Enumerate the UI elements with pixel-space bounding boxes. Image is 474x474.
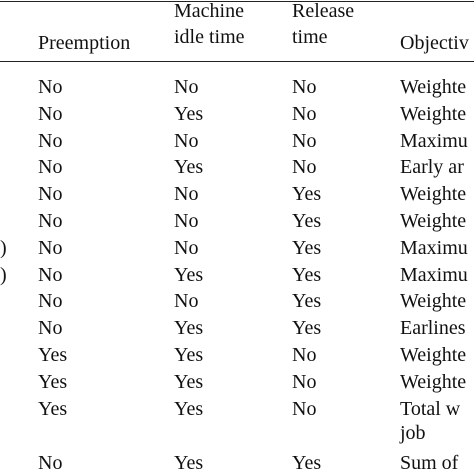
table-row: [0, 76, 474, 102]
cell-release-time: No: [292, 129, 317, 152]
table-row: [0, 371, 474, 397]
cell-objective: Sum of: [400, 452, 459, 474]
cell-prefix: ): [0, 236, 7, 259]
cell-objective: Weighte: [400, 344, 467, 366]
cell-idle-time: Yes: [174, 102, 204, 125]
cell-preemption: No: [38, 236, 63, 259]
cell-idle-time: No: [174, 129, 199, 152]
cell-idle-time: Yes: [174, 344, 204, 366]
cell-idle-time: Yes: [174, 263, 204, 286]
cell-release-time: No: [292, 76, 317, 98]
cell-preemption: No: [38, 156, 63, 179]
cell-release-time: No: [292, 102, 317, 125]
cell-idle-time: Yes: [174, 156, 204, 179]
table-row: [0, 103, 474, 129]
cell-release-time: Yes: [292, 452, 322, 474]
table-row: [0, 397, 474, 444]
cell-idle-time: No: [174, 236, 199, 259]
cell-idle-time: No: [174, 76, 199, 98]
header-objective: Objectiv: [400, 32, 469, 54]
cell-preemption: No: [38, 76, 63, 98]
cell-objective: Maximu: [400, 236, 468, 259]
table-row: [0, 183, 474, 209]
cell-idle-time: No: [174, 290, 199, 313]
cell-preemption: No: [38, 102, 63, 125]
cell-release-time: No: [292, 370, 317, 393]
cell-preemption: Yes: [38, 397, 68, 420]
cell-release-time: Yes: [292, 183, 322, 206]
cell-idle-time: Yes: [174, 397, 204, 420]
cell-idle-time: Yes: [174, 452, 204, 474]
cell-release-time: No: [292, 156, 317, 179]
cell-idle-time: No: [174, 210, 199, 232]
cell-release-time: Yes: [292, 210, 322, 232]
cell-objective: Earlines: [400, 317, 466, 340]
cell-objective-line2: job: [400, 421, 426, 444]
table-row: [0, 344, 474, 370]
cell-preemption: No: [38, 290, 63, 313]
cell-objective: Early ar: [400, 156, 464, 179]
cell-objective: Weighte: [400, 210, 467, 232]
header-release-line2: time: [292, 26, 328, 48]
cell-objective: Total w: [400, 397, 461, 420]
cell-release-time: Yes: [292, 317, 322, 340]
cell-objective: Weighte: [400, 183, 467, 206]
table-row: [0, 130, 474, 156]
header-rule: [0, 61, 474, 62]
cell-preemption: No: [38, 183, 63, 206]
cell-preemption: No: [38, 317, 63, 340]
table-row: [0, 237, 474, 263]
cell-objective: Maximu: [400, 129, 468, 152]
cell-preemption: Yes: [38, 344, 68, 366]
cell-objective: Weighte: [400, 102, 467, 125]
cell-objective: Maximu: [400, 263, 468, 286]
cell-release-time: Yes: [292, 263, 322, 286]
header-release-line1: Release: [292, 0, 355, 22]
table-row: [0, 290, 474, 316]
cell-prefix: ): [0, 263, 7, 286]
cell-idle-time: No: [174, 183, 199, 206]
table-row: [0, 264, 474, 290]
cell-preemption: No: [38, 210, 63, 232]
cell-objective: Weighte: [400, 76, 467, 98]
cell-preemption: No: [38, 452, 63, 474]
table-row: [0, 210, 474, 236]
table-row: [0, 452, 474, 474]
cell-preemption: Yes: [38, 370, 68, 393]
cell-preemption: No: [38, 263, 63, 286]
cell-preemption: No: [38, 129, 63, 152]
header-preemption: Preemption: [38, 32, 131, 54]
header-machine-line1: Machine: [174, 0, 244, 22]
cell-objective: Weighte: [400, 370, 467, 393]
cell-release-time: Yes: [292, 236, 322, 259]
cell-release-time: Yes: [292, 290, 322, 313]
cell-idle-time: Yes: [174, 370, 204, 393]
table-row: [0, 156, 474, 182]
cell-release-time: No: [292, 344, 317, 366]
header-machine-line2: idle time: [174, 26, 245, 48]
cell-objective: Weighte: [400, 290, 467, 313]
cell-release-time: No: [292, 397, 317, 420]
table-row: [0, 317, 474, 343]
cell-idle-time: Yes: [174, 317, 204, 340]
